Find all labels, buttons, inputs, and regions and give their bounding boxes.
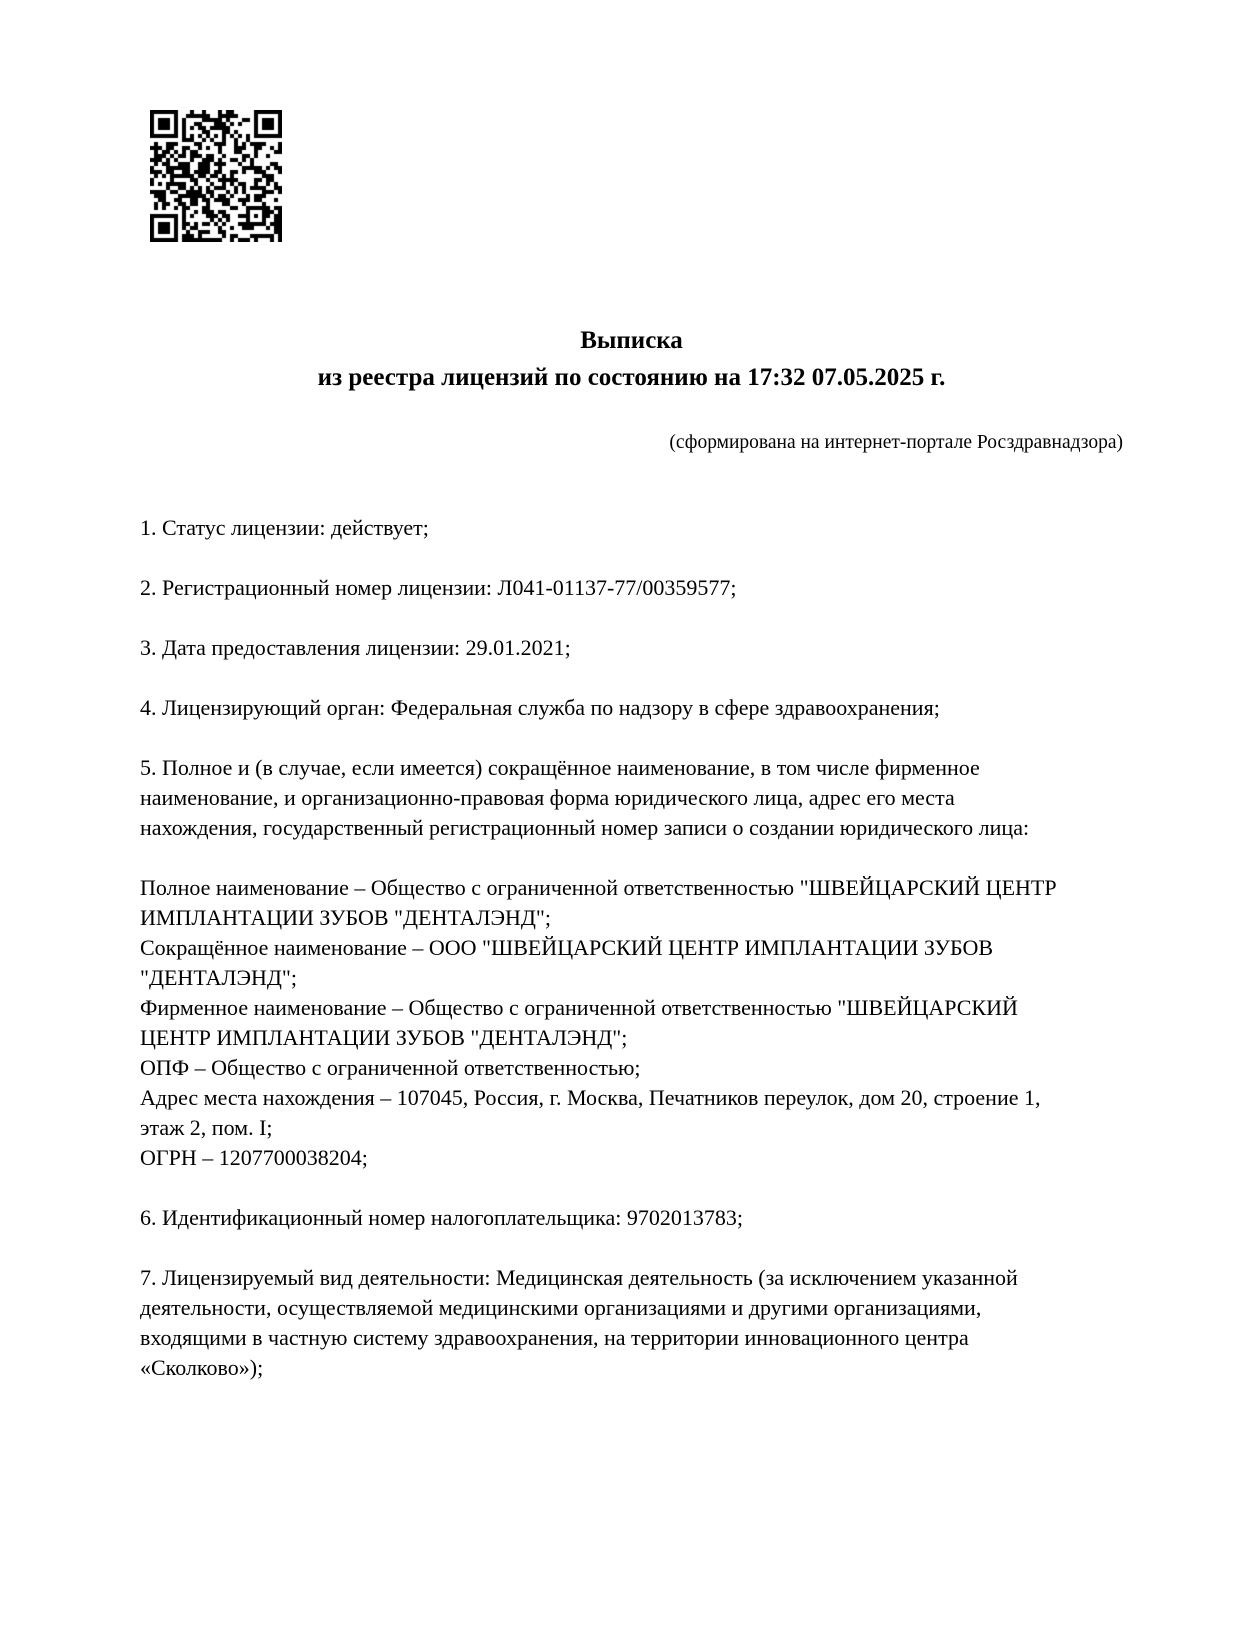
paragraph <box>140 633 1130 663</box>
text-line: "ДЕНТАЛЭНД"; <box>140 965 297 990</box>
paragraph <box>140 753 1130 843</box>
text-line: Сокращённое наименование – ООО "ШВЕЙЦАРСКИЙ ЦЕНТР ИМПЛАНТАЦИИ ЗУБОВ <box>140 935 994 960</box>
text-line: «Сколково»); <box>140 1355 264 1380</box>
paragraph <box>140 693 1130 723</box>
text-line: этаж 2, пом. I; <box>140 1115 273 1140</box>
text-line: наименование, и организационно-правовая форма юридического лица, адрес его места <box>140 785 955 810</box>
document-title-line1: Выписка <box>580 327 683 354</box>
paragraph <box>140 1203 1130 1233</box>
text-line: деятельности, осуществляемой медицинскими организациями и другими организациями, <box>140 1295 982 1320</box>
text-line: ИМПЛАНТАЦИИ ЗУБОВ "ДЕНТАЛЭНД"; <box>140 905 551 930</box>
paragraph <box>140 1263 1130 1383</box>
text-line: 6. Идентификационный номер налогоплательщика: 9702013783; <box>140 1205 743 1230</box>
document-title <box>140 322 1123 396</box>
text-line: Фирменное наименование – Общество с ограниченной ответственностью "ШВЕЙЦАРСКИЙ <box>140 995 1018 1020</box>
text-line: ЦЕНТР ИМПЛАНТАЦИИ ЗУБОВ "ДЕНТАЛЭНД"; <box>140 1025 628 1050</box>
text-line: 4. Лицензирующий орган: Федеральная служба по надзору в сфере здравоохранения; <box>140 695 940 720</box>
qr-code-canvas <box>150 110 282 242</box>
document-subtitle: (сформирована на интернет-портале Росздравнадзора) <box>669 432 1123 453</box>
text-line: 3. Дата предоставления лицензии: 29.01.2021; <box>140 635 571 660</box>
document-body <box>140 513 1130 1383</box>
text-line: 5. Полное и (в случае, если имеется) сокращённое наименование, в том числе фирменное <box>140 755 980 780</box>
qr-code-icon <box>150 110 282 242</box>
text-line: Полное наименование – Общество с ограниченной ответственностью "ШВЕЙЦАРСКИЙ ЦЕНТР <box>140 875 1057 900</box>
paragraph <box>140 873 1130 1173</box>
document-title-line2: из реестра лицензий по состоянию на 17:32 07.05.2025 г. <box>317 364 946 391</box>
text-line: 7. Лицензируемый вид деятельности: Медицинская деятельность (за исключением указанной <box>140 1265 1018 1290</box>
text-line: входящими в частную систему здравоохранения, на территории инновационного центра <box>140 1325 969 1350</box>
paragraph <box>140 513 1130 543</box>
text-line: Адрес места нахождения – 107045, Россия, г. Москва, Печатников переулок, дом 20, строение 1, <box>140 1085 1041 1110</box>
text-line: ОГРН – 1207700038204; <box>140 1145 368 1170</box>
text-line: нахождения, государственный регистрационный номер записи о создании юридического лица: <box>140 815 1030 840</box>
text-line: 2. Регистрационный номер лицензии: Л041-01137-77/00359577; <box>140 575 737 600</box>
paragraph <box>140 573 1130 603</box>
text-line: ОПФ – Общество с ограниченной ответственностью; <box>140 1055 641 1080</box>
text-line: 1. Статус лицензии: действует; <box>140 515 429 540</box>
